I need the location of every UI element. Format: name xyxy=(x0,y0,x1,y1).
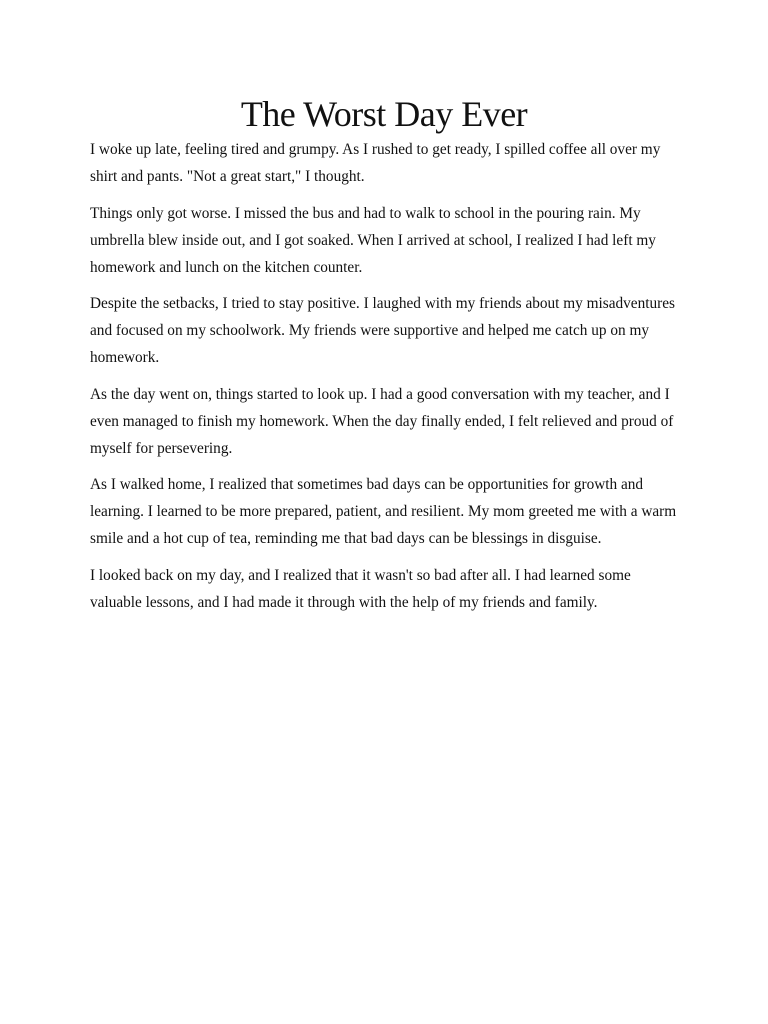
paragraph-5: As I walked home, I realized that sometimes bad days can be opportunities for growth and learning. I learned to be more prepared, patient, and resilient. My mom greeted me with a warm smile and a hot cup of tea, reminding me that bad days can be blessings in disguise. xyxy=(90,476,677,547)
paragraph-2: Things only got worse. I missed the bus and had to walk to school in the pouring rain. My umbrella blew inside out, and I got soaked. When I arrived at school, I realized I had left my homework and lunch on the kitchen counter. xyxy=(90,204,656,276)
paragraph-4: As the day went on, things started to look up. I had a good conversation with my teacher, and I even managed to finish my homework. When the day finally ended, I felt relieved and proud of myself for persevering. xyxy=(90,385,674,457)
paragraph-1: I woke up late, feeling tired and grumpy. As I rushed to get ready, I spilled coffee all over my shirt and pants. "Not a great start," I thought. xyxy=(90,141,661,185)
paragraph-6: I looked back on my day, and I realized that it wasn't so bad after all. I had learned some valuable lessons, and I had made it through with the help of my friends and family. xyxy=(90,566,631,611)
document-body xyxy=(90,136,682,625)
document-title: The Worst Day Ever xyxy=(240,94,528,134)
paragraph-3: Despite the setbacks, I tried to stay positive. I laughed with my friends about my misadventures and focused on my schoolwork. My friends were supportive and helped me catch up on my homework. xyxy=(90,295,675,366)
